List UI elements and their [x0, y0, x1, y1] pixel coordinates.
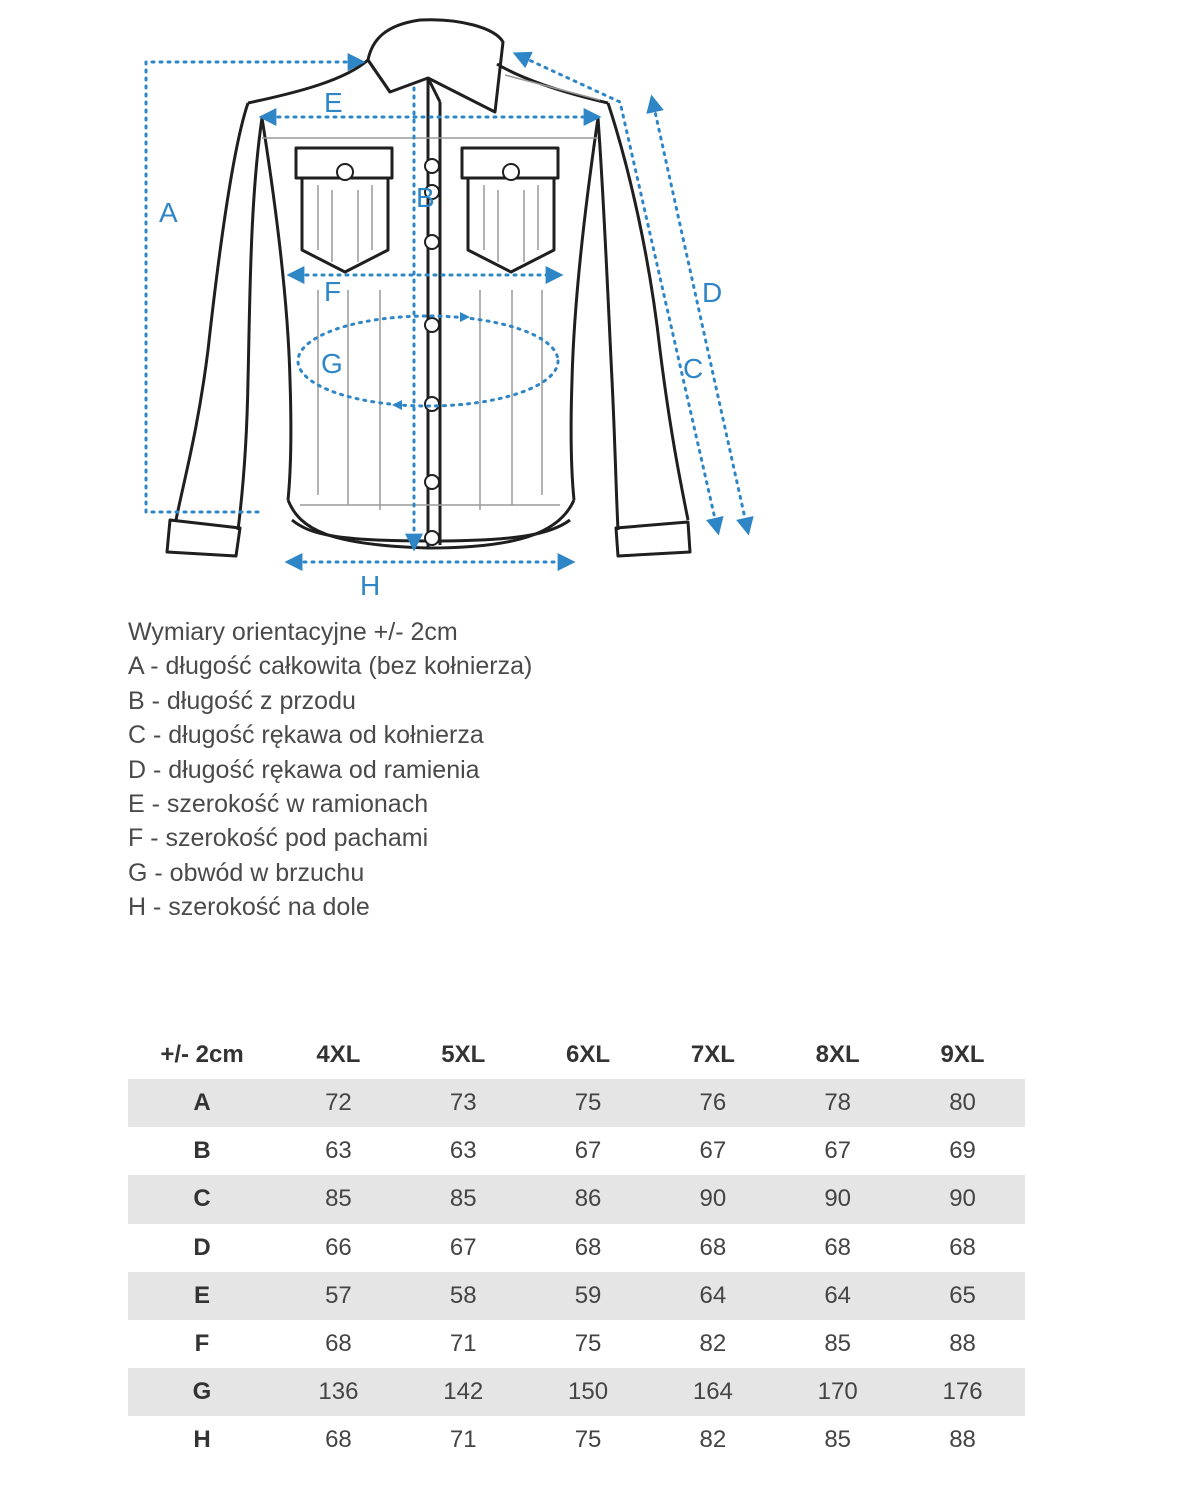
legend-item-c: C - długość rękawa od kołnierza [128, 721, 484, 750]
table-cell: 73 [401, 1079, 526, 1127]
label-e: E [324, 87, 343, 118]
table-cell: 68 [325, 1330, 352, 1358]
header-size: 9XL [940, 1041, 985, 1068]
label-d: D [702, 277, 723, 308]
legend-item-a: A - długość całkowita (bez kołnierza) [128, 652, 533, 681]
row-label: C [128, 1175, 276, 1223]
header-tolerance: +/- 2cm [160, 1041, 244, 1068]
table-row [128, 1079, 1025, 1127]
header-size: 6XL [566, 1041, 611, 1068]
table-cell: 68 [824, 1233, 852, 1261]
table-cell: 85 [824, 1426, 852, 1454]
table-cell: 59 [526, 1272, 651, 1320]
legend-item-d: D - długość rękawa od ramienia [128, 755, 480, 784]
row-label: A [128, 1079, 276, 1127]
size-table [128, 1031, 1025, 1465]
table-cell: 85 [276, 1175, 401, 1223]
header-size: 7XL [690, 1041, 735, 1068]
table-cell: 68 [949, 1233, 976, 1261]
table-row [128, 1224, 1025, 1272]
table-row [128, 1127, 1025, 1175]
measurement-legend [128, 615, 532, 925]
table-cell: 71 [449, 1426, 477, 1454]
table-cell: 71 [449, 1330, 477, 1358]
measurement-lines [146, 54, 748, 562]
table-cell: 76 [650, 1079, 775, 1127]
table-cell: 86 [526, 1175, 651, 1223]
table-cell: 75 [526, 1079, 651, 1127]
table-row [128, 1416, 1025, 1464]
table-cell: 176 [900, 1368, 1025, 1416]
table-cell: 67 [574, 1137, 602, 1165]
table-cell: 85 [824, 1330, 852, 1358]
measure-line-c [516, 54, 718, 532]
table-cell: 67 [449, 1233, 477, 1261]
table-cell: 69 [949, 1137, 976, 1165]
table-cell: 68 [574, 1233, 602, 1261]
legend-item-g: G - obwód w brzuchu [128, 858, 365, 887]
table-cell: 88 [949, 1426, 976, 1454]
label-h: H [360, 570, 381, 601]
row-label: F [194, 1330, 210, 1358]
size-table-header [128, 1031, 1025, 1079]
row-label: G [128, 1368, 276, 1416]
table-cell: 170 [775, 1368, 900, 1416]
row-label: D [193, 1233, 211, 1261]
label-b: B [416, 182, 435, 213]
table-cell: 82 [699, 1426, 727, 1454]
table-cell: 57 [276, 1272, 401, 1320]
table-cell: 58 [401, 1272, 526, 1320]
table-cell: 75 [574, 1330, 602, 1358]
legend-item-b: B - długość z przodu [128, 686, 356, 715]
table-cell: 164 [650, 1368, 775, 1416]
legend-item-h: H - szerokość na dole [128, 893, 370, 922]
jacket-button [425, 475, 439, 489]
table-row [128, 1368, 1025, 1416]
pocket-button-left [337, 164, 353, 180]
table-cell: 64 [775, 1272, 900, 1320]
row-label: E [128, 1272, 276, 1320]
header-size: 8XL [815, 1041, 860, 1068]
jacket-measurement-diagram [0, 0, 1200, 610]
row-label: B [193, 1137, 211, 1165]
table-cell: 82 [699, 1330, 727, 1358]
label-f: F [324, 276, 342, 307]
table-row [128, 1272, 1025, 1320]
table-cell: 90 [650, 1175, 775, 1223]
header-size: 5XL [441, 1041, 486, 1068]
jacket-button [425, 318, 439, 332]
pocket-button-right [503, 164, 519, 180]
table-cell: 85 [401, 1175, 526, 1223]
legend-item-e: E - szerokość w ramionach [128, 790, 429, 819]
table-cell: 68 [325, 1426, 352, 1454]
jacket-details [262, 75, 600, 510]
table-cell: 72 [276, 1079, 401, 1127]
table-cell: 64 [650, 1272, 775, 1320]
table-cell: 67 [824, 1137, 852, 1165]
label-c: C [683, 353, 704, 384]
jacket-button [425, 159, 439, 173]
table-cell: 90 [775, 1175, 900, 1223]
table-cell: 80 [900, 1079, 1025, 1127]
jacket-button [425, 531, 439, 545]
table-cell: 75 [574, 1426, 602, 1454]
label-g: G [321, 348, 343, 379]
jacket-button [425, 397, 439, 411]
table-cell: 142 [401, 1368, 526, 1416]
row-label: H [193, 1426, 211, 1454]
table-cell: 68 [699, 1233, 727, 1261]
table-row [128, 1175, 1025, 1223]
legend-item-f: F - szerokość pod pachami [128, 824, 429, 853]
label-a: A [159, 197, 178, 228]
table-cell: 66 [325, 1233, 352, 1261]
table-cell: 136 [276, 1368, 401, 1416]
table-cell: 78 [775, 1079, 900, 1127]
table-cell: 63 [449, 1137, 477, 1165]
jacket-button [425, 235, 439, 249]
header-size: 4XL [316, 1041, 361, 1068]
table-cell: 63 [325, 1137, 352, 1165]
legend-note: Wymiary orientacyjne +/- 2cm [128, 618, 458, 646]
table-cell: 67 [699, 1137, 727, 1165]
table-cell: 88 [949, 1330, 976, 1358]
measure-line-d [652, 98, 748, 532]
table-row [128, 1320, 1025, 1368]
table-cell: 150 [526, 1368, 651, 1416]
table-cell: 65 [900, 1272, 1025, 1320]
table-cell: 90 [900, 1175, 1025, 1223]
